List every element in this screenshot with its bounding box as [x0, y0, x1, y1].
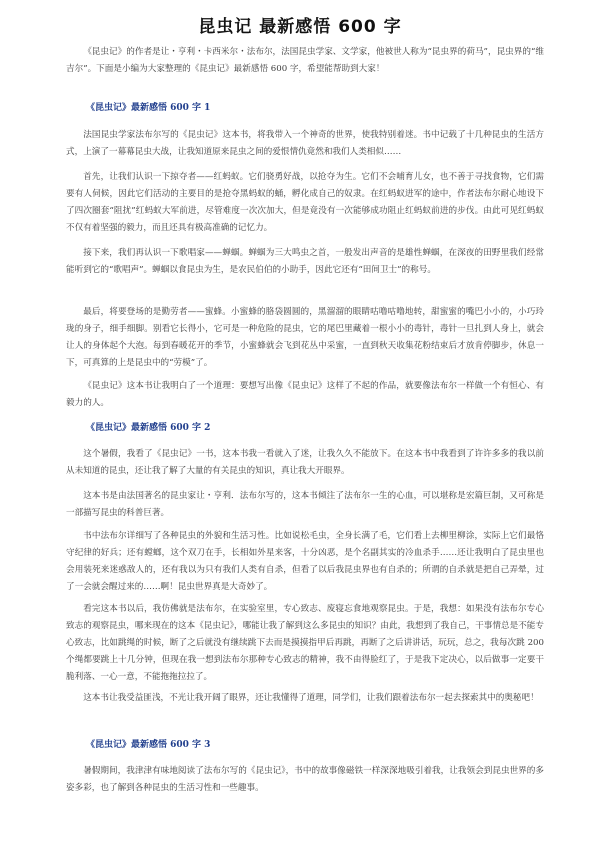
page-title: 昆虫记 最新感悟 600 字 — [198, 17, 402, 37]
section-2-paragraph-5: 这本书让我受益匪浅，不光让我开阔了眼界，还让我懂得了道理，同学们，让我们跟着法布尔一起去探索其中的奥秘吧！ — [83, 693, 539, 703]
section-1-paragraph-2: 首先，让我们认识一下掠夺者——红蚂蚁。它们骁勇好战，以抢夺为生。它们不会哺育儿女，也不善于寻找食物，它们需要有人伺候，因此它们活动的主要目的是抢夺黑蚂蚁的蛹，孵化成自己的奴隶。在红蚂蚁进军的途中，作者法布尔耐心地设下了四次圈套“阻扰”红蚂蚁大军前进，尽管难度一次次加大，但是竟没有一次能够成功阻止红蚂蚁前进的步伐。由此可见红蚂蚁不仅有着坚强的毅力，而且还具有极高准确的记忆力。 — [66, 172, 544, 233]
section-2-paragraph-4: 看完这本书以后，我仿佛就是法布尔，在实验室里，专心致志、废寝忘食地观察昆虫。于是，我想：如果没有法布尔专心致志的观察昆虫，哪来现在的这本《昆虫记》，哪能让我了解到这么多昆虫的知识？由此，我想到了我自己，干事情总是不能专心致志，比如跳绳的时候，断了之后就没有继续跳下去而是摸摸指甲后再跳，再断了之后讲讲话，玩玩，总之，我每次跳 200 个绳都要跳上十几分钟，但现在我一想到法布尔那种专心致志的精神，我不由得脸红了，于是我下定决心，以后做事一定要干脆利落、一心一意，不能拖拖拉拉了。 — [66, 604, 544, 682]
section-1-paragraph-5: 《昆虫记》这本书让我明白了一个道理：要想写出像《昆虫记》这样了不起的作品，就要像法布尔一样做一个有恒心、有毅力的人。 — [66, 381, 544, 408]
section-heading-1: 《昆虫记》最新感悟 600 字 1 — [86, 103, 211, 113]
section-heading-3: 《昆虫记》最新感悟 600 字 3 — [86, 740, 211, 750]
section-1-paragraph-1: 法国昆虫学家法布尔写的《昆虫记》这本书，将我带入一个神奇的世界，使我特别着迷。书中记载了十几种昆虫的生活方式，上演了一幕幕昆虫大战，让我知道原来昆虫之间的爱恨情仇竟然和我们人类相似…… — [66, 130, 544, 157]
section-2-paragraph-2: 这本书是由法国著名的昆虫家让・亨利．法布尔写的，这本书倾注了法布尔一生的心血，可以堪称是宏篇巨制，又可称是一部描写昆虫的科普巨著。 — [66, 491, 544, 518]
section-1-paragraph-3: 接下来，我们再认识一下歌唱家——蝉蝈。蝉蝈为三大鸣虫之首，一般发出声音的是雄性蝉蝈，在深夜的田野里我们经常能听到它的“歌唱声”。蝉蝈以食昆虫为生，是农民伯伯的小助手，因此它还有“田间卫士”的称号。 — [66, 248, 544, 275]
section-heading-2: 《昆虫记》最新感悟 600 字 2 — [86, 423, 211, 433]
section-2-paragraph-1: 这个暑假，我看了《昆虫记》一书，这本书我一看就入了迷，让我久久不能放下。在这本书中我看到了许许多多的我以前从未知道的昆虫，还让我了解了大量的有关昆虫的知识，真让我大开眼界。 — [66, 449, 544, 476]
section-1-paragraph-4: 最后，将要登场的是勤劳者——蜜蜂。小蜜蜂的胳袋圆圆的，黑溜溜的眼睛咕噜咕噜地转，甜蜜蜜的嘴巴小小的，小巧玲珑的身子，细手细脚。别看它长得小，它可是一种危险的昆虫，它的尾巴里藏着一根小小的毒针，毒针一旦扎到人身上，就会让人的身体起个大泡。每到春暖花开的季节，小蜜蜂就会飞到花丛中采蜜，一直到秋天收集花粉结束后才放肯停脚步，休息一下，可真算的上是昆虫中的“劳模”了。 — [66, 307, 544, 368]
section-3-paragraph-1: 暑假期间，我津津有味地阅读了法布尔写的《昆虫记》，书中的故事像磁铁一样深深地吸引着我，让我领会到昆虫世界的多姿多彩，也了解到各种昆虫的生活习性和一些趣事。 — [66, 766, 544, 793]
section-2-paragraph-3: 书中法布尔详细写了各种昆虫的外貌和生活习性。比如说松毛虫，全身长满了毛，它们看上去柳里柳涂，实际上它们最恪守纪律的好兵；还有螳螂，这个双刀在手，长相如外星来客，十分凶恶，是个名副其实的冷血杀手……还让我明白了昆虫里也会用装死来迷惑敌人的，还有我以为只有我们人类有自杀，但看了以后我昆虫界也有自杀的；所谓的自杀就是把自己弄晕，过了一会就会醒过来的……啊！昆虫世界真是大奇妙了。 — [66, 531, 544, 592]
intro-paragraph: 《昆虫记》的作者是让・亨利・卡西米尔・法布尔，法国昆虫学家、文学家，他被世人称为“昆虫界的荷马”，昆虫界的“维吉尔”。下面是小编为大家整理的《昆虫记》最新感悟 600 字，希望能帮助到大家！ — [66, 47, 544, 74]
